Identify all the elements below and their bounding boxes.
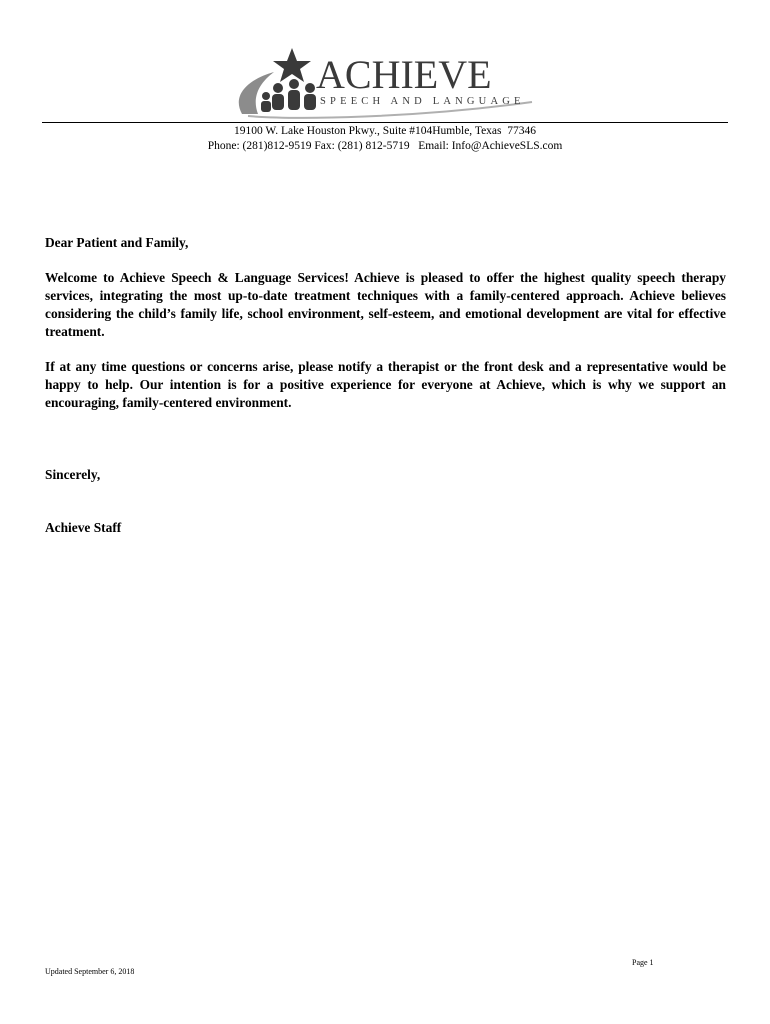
closing: Sincerely, xyxy=(45,467,101,482)
star-icon xyxy=(273,48,311,82)
address-line: 19100 W. Lake Houston Pkwy., Suite #104Humble, Texas 77346 xyxy=(233,125,536,137)
footer-page-number: Page 1 xyxy=(632,958,654,967)
achieve-logo xyxy=(236,44,536,120)
paragraph-questions: If at any time questions or concerns arise, please notify a therapist or the front desk and a representative would be happy to help. Our intention is for a positive experience for everyone at Achieve, which is why we support an encouraging, family-centered environment. xyxy=(45,359,726,410)
letterhead-address-block xyxy=(0,124,770,154)
letterhead-rule xyxy=(42,122,728,123)
logo-tagline: SPEECH AND LANGUAGE xyxy=(320,96,525,107)
paragraph-welcome: Welcome to Achieve Speech & Language Services! Achieve is pleased to offer the highest quality speech therapy services, integrating the most up-to-date treatment techniques with a family-centered approach. Achieve believes considering the child’s family life, school environment, self-esteem, and emotional development are vital for effective treatment. xyxy=(45,270,726,339)
family-figures-icon xyxy=(261,79,316,112)
footer-updated-date: Updated September 6, 2018 xyxy=(45,967,135,976)
salutation: Dear Patient and Family, xyxy=(45,235,189,250)
signature: Achieve Staff xyxy=(45,520,122,535)
contact-line: Phone: (281)812-9519 Fax: (281) 812-5719 Email: Info@AchieveSLS.com xyxy=(207,140,563,152)
logo-wordmark: ACHIEVE xyxy=(316,52,492,97)
